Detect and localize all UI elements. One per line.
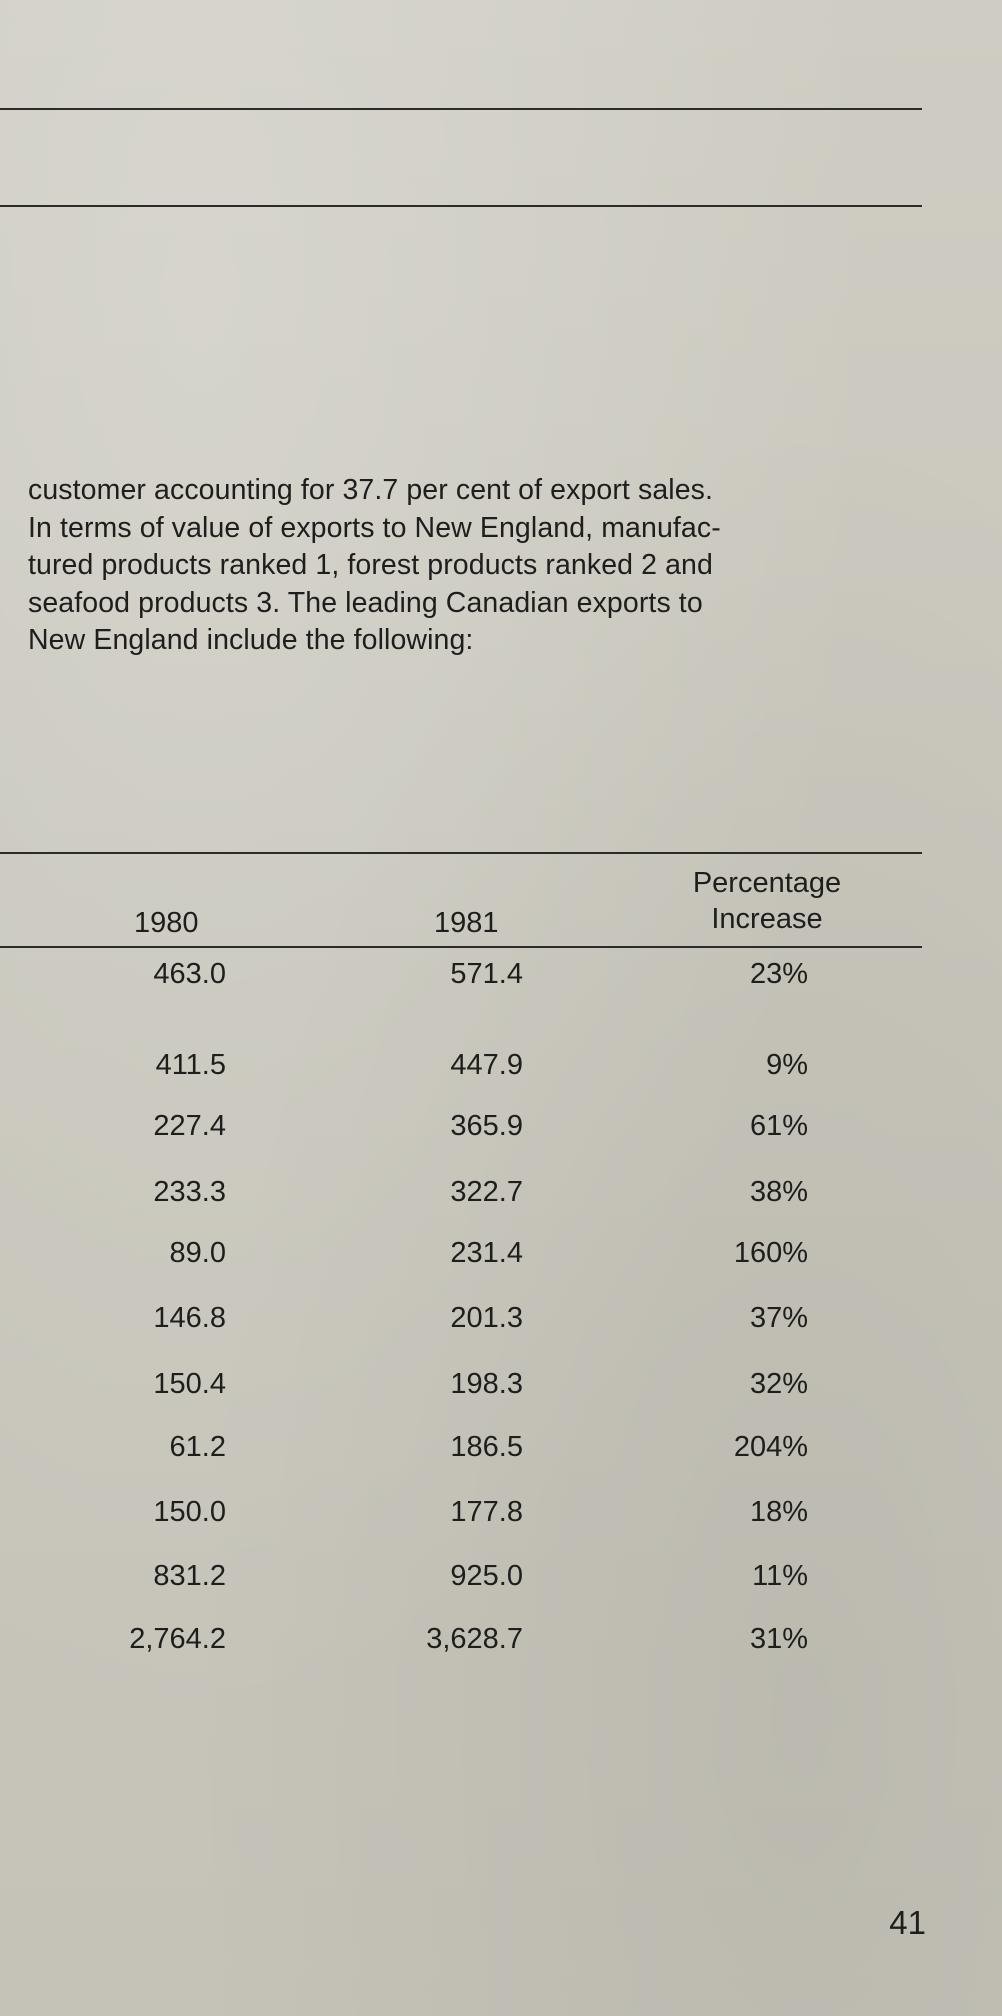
body-paragraph: [28, 472, 948, 660]
cell-pct: 31%: [749, 1623, 808, 1655]
table-row: [0, 1237, 1002, 1285]
paragraph-line: tured products ranked 1, forest products ranked 2 and: [28, 549, 713, 581]
cell-1980: 61.2: [169, 1431, 226, 1463]
table-row: [0, 958, 1002, 1006]
table-header-rule: [0, 946, 922, 948]
cell-pct: 9%: [766, 1049, 808, 1081]
cell-1981: 447.9: [450, 1049, 523, 1081]
header-increase: Increase: [711, 903, 823, 935]
table-row: [0, 1176, 1002, 1224]
cell-pct: 32%: [749, 1368, 808, 1400]
top-rule-1: [0, 108, 922, 110]
cell-1980: 233.3: [153, 1176, 226, 1208]
cell-1981: 231.4: [450, 1237, 523, 1269]
cell-1981: 3,628.7: [426, 1623, 523, 1655]
table-row: [0, 1560, 1002, 1608]
cell-pct: 11%: [752, 1560, 808, 1592]
cell-1980: 146.8: [153, 1302, 226, 1334]
cell-pct: 160%: [733, 1237, 808, 1269]
header-percentage: Percentage: [692, 867, 842, 899]
table-row: [0, 1368, 1002, 1416]
cell-1980: 227.4: [153, 1110, 226, 1142]
paragraph-line: seafood products 3. The leading Canadian exports to: [28, 586, 703, 619]
cell-1980: 411.5: [155, 1049, 226, 1081]
cell-1981: 198.3: [450, 1368, 523, 1400]
cell-1981: 177.8: [450, 1496, 523, 1528]
cell-pct: 37%: [749, 1302, 808, 1334]
cell-pct: 61%: [749, 1110, 808, 1142]
table-top-rule: [0, 852, 922, 854]
table-row: [0, 1431, 1002, 1479]
paragraph-line: New England include the following:: [28, 624, 474, 656]
cell-1981: 201.3: [450, 1302, 523, 1334]
table-row: [0, 1302, 1002, 1350]
cell-1981: 322.7: [450, 1176, 523, 1208]
top-rule-2: [0, 205, 922, 207]
cell-pct: 204%: [733, 1431, 808, 1463]
cell-pct: 38%: [749, 1176, 808, 1208]
cell-1980: 150.4: [153, 1368, 226, 1400]
cell-1980: 2,764.2: [129, 1623, 226, 1655]
header-1981: 1981: [434, 907, 499, 939]
paragraph-line: In terms of value of exports to New England, manufac-: [28, 511, 721, 544]
cell-1981: 365.9: [450, 1110, 523, 1142]
cell-1980: 831.2: [153, 1560, 226, 1592]
header-1980: 1980: [134, 907, 199, 939]
cell-pct: 18%: [749, 1496, 808, 1528]
table-row: [0, 1110, 1002, 1158]
cell-pct: 23%: [749, 958, 808, 990]
cell-1981: 925.0: [450, 1560, 523, 1592]
cell-1981: 571.4: [450, 958, 523, 990]
table-row-total: [0, 1623, 1002, 1671]
cell-1980: 150.0: [153, 1496, 226, 1528]
cell-1981: 186.5: [450, 1431, 523, 1463]
cell-1980: 463.0: [153, 958, 226, 990]
table-row: [0, 1049, 1002, 1097]
cell-1980: 89.0: [169, 1237, 226, 1269]
paragraph-line: customer accounting for 37.7 per cent of export sales.: [28, 474, 714, 506]
table-row: [0, 1496, 1002, 1544]
page-number: 41: [889, 1904, 926, 1941]
